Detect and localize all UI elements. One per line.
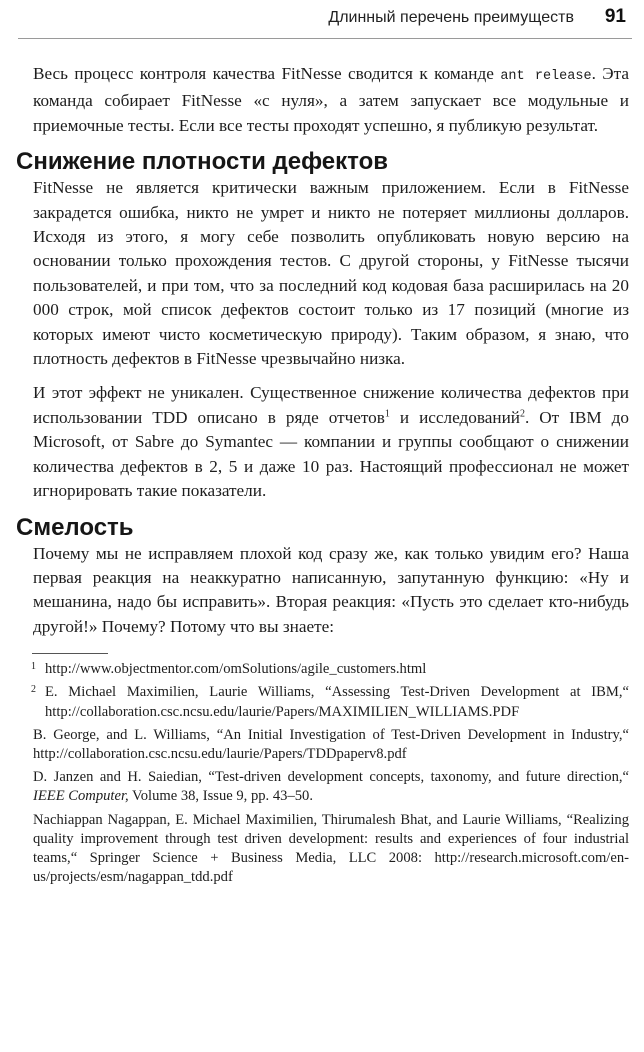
page-number: 91: [604, 6, 626, 27]
para2-text-b: и исследований: [389, 407, 520, 427]
footnote-2-source-janzen: [33, 768, 629, 806]
footnote-2-source-george: B. George, and L. Williams, “An Initial Investigation of Test-Driven Development in Industry,“ http://collaboration.csc.ncsu.edu/laurie/Papers/TDDpaperv8.pdf: [33, 726, 629, 762]
janzen-text-a: D. Janzen and H. Saiedian, “Test-driven development concepts, taxonomy, and future direction,“: [33, 769, 629, 786]
footnote-2-source-nagappan: Nachiappan Nagappan, E. Michael Maximilien, Thirumalesh Bhat, and Laurie Williams, “Realizing quality improvement through test driven development: results and experiences of four industrial teams,“ Springer Science + Business Media, LLC 2008: http://research.microsoft.com/en-us/projects/esm/nagappan_tdd.pdf: [33, 811, 629, 886]
running-header: [0, 0, 644, 40]
page-body: [16, 62, 630, 891]
defect-density-paragraph-2: [33, 381, 629, 503]
footnote-2: [33, 683, 629, 721]
command-code: ant release: [500, 69, 592, 84]
footnote-ref-2[interactable]: 2: [519, 408, 525, 420]
courage-paragraph: Почему мы не исправляем плохой код сразу же, как только увидим его? Наша первая реакция на неаккуратно написанную, запутанную функцию: «Ну и мешанина, надо бы исправить». Вторая реакция: «Пусть это сделает кто-нибудь другой!» Почему? Потому что вы знаете:: [33, 543, 629, 636]
para2-text-c: . От IBM до Microsoft, от Sabre до Symantec — компании и группы сообщают о снижении количества дефектов в 2, 5 и даже 10 раз. Настоящий профессионал не может игнорировать такие показатели.: [33, 407, 629, 501]
defect-density-paragraph-1: FitNesse не является критически важным приложением. Если в FitNesse закрадется ошибка, никто не умрет и никто не потеряет миллионы долларов. Исходя из этого, я могу себе позволить опубликовать новую версию на основании только прохождения тестов. С другой стороны, у FitNesse тысячи пользователей, и при том, что за последний код кодовая база расширилась на 20 000 строк, мой список дефектов состоит только из 17 позиций (многие из которых имеют чисто косметическую природу). Таким образом, я знаю, что плотность дефектов в FitNesse чрезвычайно низка.: [33, 178, 629, 369]
janzen-text-b: Volume 38, Issue 9, pp. 43–50.: [128, 788, 313, 805]
footnote-2-mark: 2: [31, 684, 36, 696]
footnote-1-text: http://www.objectmentor.com/omSolutions/agile_customers.html: [45, 661, 427, 678]
footnote-1-mark: 1: [31, 661, 36, 673]
footnote-ref-1[interactable]: 1: [384, 408, 390, 420]
header-divider: [18, 38, 632, 39]
footnote-divider: [32, 653, 108, 654]
footnote-1: [33, 660, 629, 679]
janzen-journal: IEEE Computer,: [33, 788, 129, 805]
intro-paragraph: [33, 62, 629, 138]
intro-text-start: Весь процесс контроля качества FitNesse сводится к команде: [33, 64, 501, 83]
para2-text-a: И этот эффект не уникален. Существенное снижение количества дефектов при использовании TDD описано в ряде отчетов: [33, 383, 629, 427]
intro-text-end: . Эта команда собирает FitNesse «с нуля», а затем запускает все модульные и приемочные тесты. Если все тесты проходят успешно, я публикую результат.: [33, 64, 630, 135]
footnote-2-text: E. Michael Maximilien, Laurie Williams, “Assessing Test-Driven Development at IBM,“ http://collaboration.csc.ncsu.edu/laurie/Papers/MAXIMILIEN_WILLIAMS.PDF: [45, 684, 629, 720]
running-header-title: Длинный перечень преимуществ: [328, 9, 574, 26]
section-heading-defect-density: Снижение плотности дефектов: [16, 148, 388, 176]
section-heading-courage: Смелость: [16, 513, 134, 541]
